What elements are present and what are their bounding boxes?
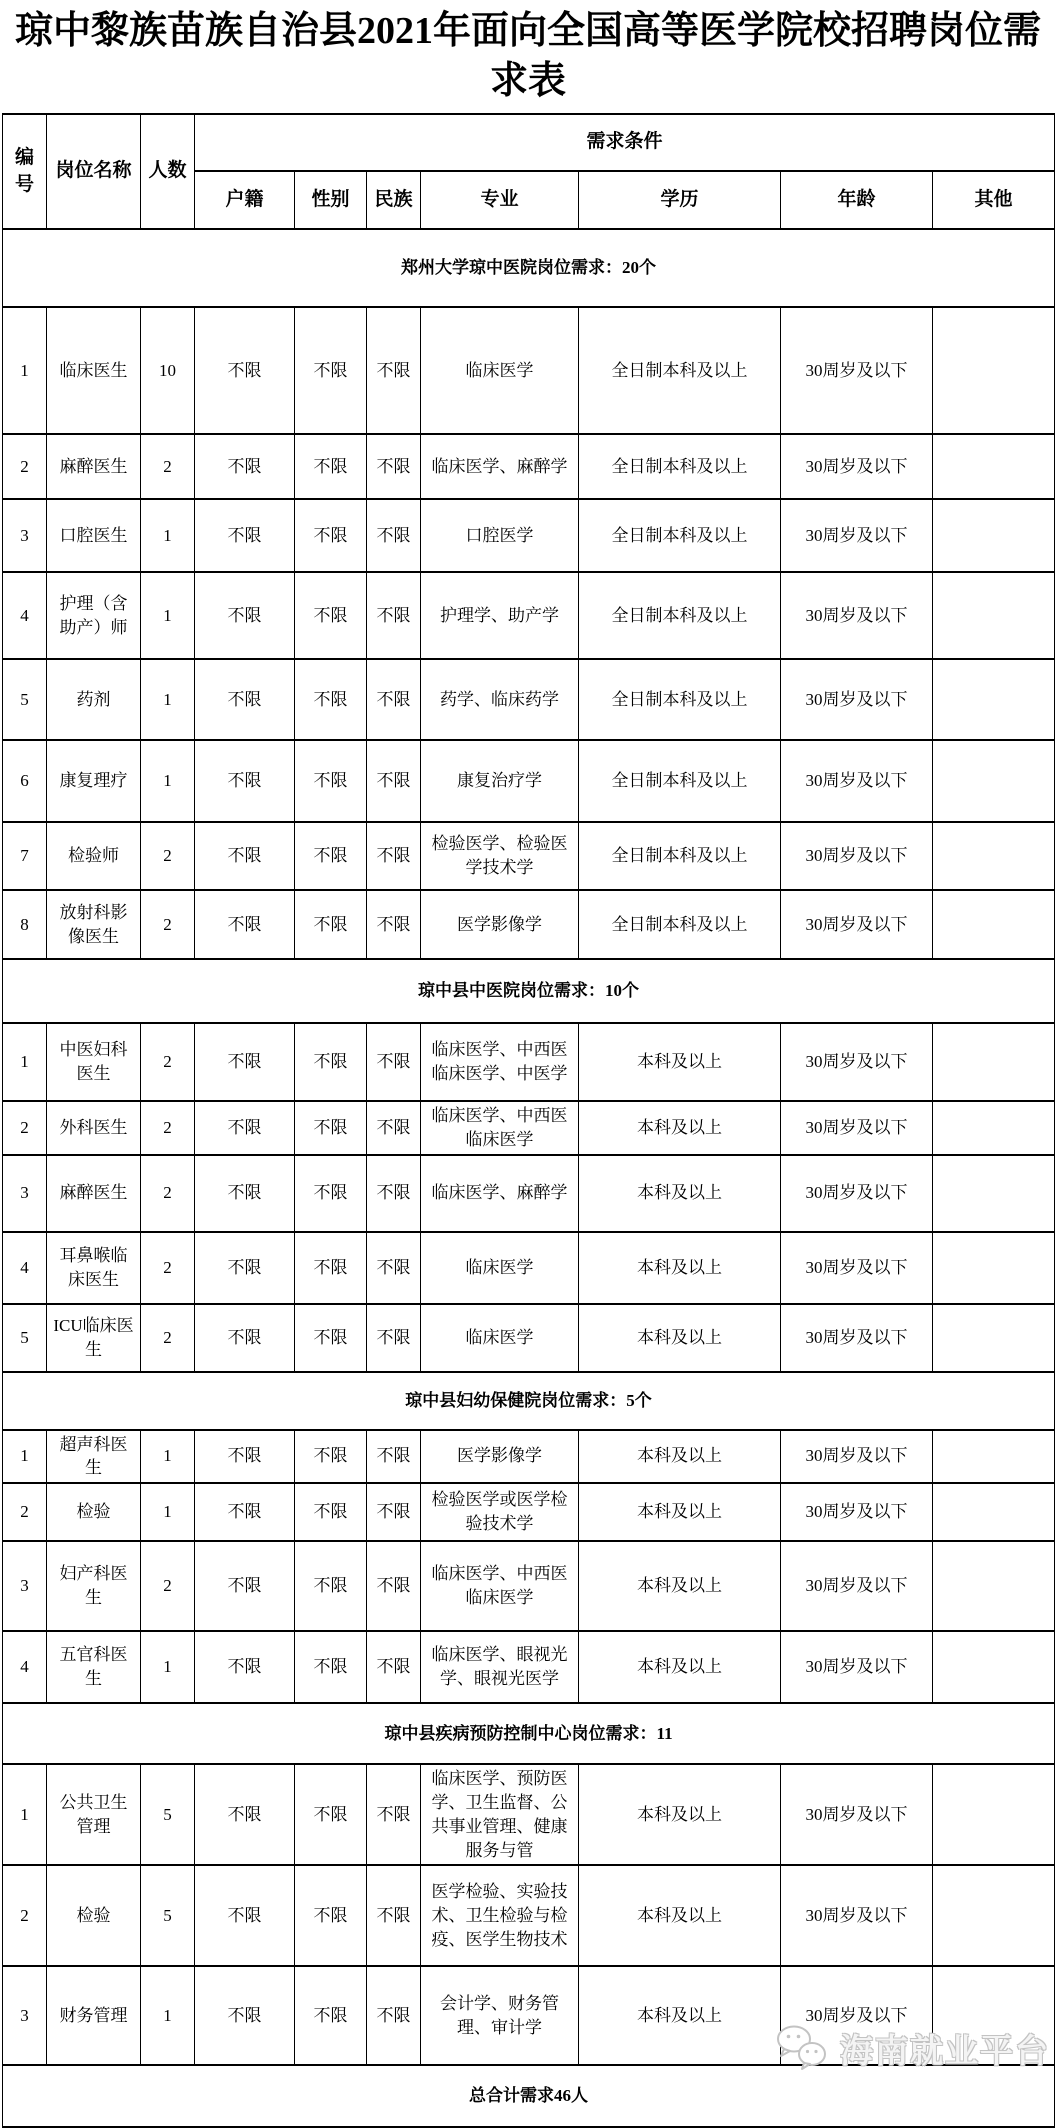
cell-count: 1 [141,1430,195,1484]
cell-position: 检验师 [47,822,141,890]
cell-education: 本科及以上 [579,1865,781,1966]
cell-ethnicity: 不限 [367,1101,421,1155]
cell-ethnicity: 不限 [367,659,421,740]
cell-other [933,1304,1055,1372]
cell-count: 5 [141,1764,195,1865]
cell-gender: 不限 [295,1023,367,1101]
table-row [3,434,1055,499]
cell-other [933,1764,1055,1865]
cell-hukou: 不限 [195,1631,295,1703]
cell-position: 公共卫生管理 [47,1764,141,1865]
cell-count: 1 [141,499,195,572]
col-header-no: 编号 [3,114,47,229]
cell-position: 药剂 [47,659,141,740]
cell-hukou: 不限 [195,1155,295,1232]
cell-position: 耳鼻喉临床医生 [47,1232,141,1304]
cell-gender: 不限 [295,1101,367,1155]
cell-ethnicity: 不限 [367,822,421,890]
cell-count: 2 [141,1155,195,1232]
table-row [3,307,1055,434]
cell-position: 五官科医生 [47,1631,141,1703]
cell-age: 30周岁及以下 [781,1483,933,1541]
section-band-row [3,959,1055,1023]
cell-gender: 不限 [295,1631,367,1703]
cell-ethnicity: 不限 [367,434,421,499]
cell-ethnicity: 不限 [367,1430,421,1484]
col-header-count: 人数 [141,114,195,229]
cell-age: 30周岁及以下 [781,307,933,434]
cell-age: 30周岁及以下 [781,1304,933,1372]
cell-education: 本科及以上 [579,1232,781,1304]
cell-other [933,434,1055,499]
table-row [3,1304,1055,1372]
cell-hukou: 不限 [195,434,295,499]
cell-other [933,659,1055,740]
cell-other [933,1023,1055,1101]
cell-no: 3 [3,1155,47,1232]
cell-major: 检验医学或医学检验技术学 [421,1483,579,1541]
cell-count: 2 [141,434,195,499]
cell-education: 本科及以上 [579,1483,781,1541]
cell-education: 本科及以上 [579,1304,781,1372]
cell-no: 4 [3,1631,47,1703]
cell-education: 全日制本科及以上 [579,890,781,959]
cell-major: 药学、临床药学 [421,659,579,740]
cell-gender: 不限 [295,1966,367,2065]
cell-gender: 不限 [295,499,367,572]
cell-major: 临床医学、中西医临床医学 [421,1101,579,1155]
cell-position: 临床医生 [47,307,141,434]
cell-major: 临床医学、眼视光学、眼视光医学 [421,1631,579,1703]
cell-other [933,1966,1055,2065]
cell-gender: 不限 [295,1865,367,1966]
col-header-age: 年龄 [781,171,933,229]
cell-ethnicity: 不限 [367,572,421,659]
cell-ethnicity: 不限 [367,307,421,434]
cell-position: 护理（含助产）师 [47,572,141,659]
cell-age: 30周岁及以下 [781,1101,933,1155]
cell-other [933,1541,1055,1631]
cell-education: 全日制本科及以上 [579,822,781,890]
cell-other [933,1155,1055,1232]
cell-other [933,1101,1055,1155]
cell-age: 30周岁及以下 [781,1232,933,1304]
cell-ethnicity: 不限 [367,1966,421,2065]
cell-no: 7 [3,822,47,890]
cell-major: 医学影像学 [421,890,579,959]
total-label: 总合计需求46人 [3,2065,1055,2127]
table-row [3,1764,1055,1865]
cell-no: 1 [3,307,47,434]
cell-gender: 不限 [295,1155,367,1232]
cell-major: 护理学、助产学 [421,572,579,659]
cell-age: 30周岁及以下 [781,1966,933,2065]
watermark-label: 海南就业平台 [840,2033,1050,2070]
cell-hukou: 不限 [195,1966,295,2065]
cell-major: 医学影像学 [421,1430,579,1484]
cell-hukou: 不限 [195,499,295,572]
table-row [3,499,1055,572]
cell-age: 30周岁及以下 [781,1865,933,1966]
cell-age: 30周岁及以下 [781,659,933,740]
cell-education: 本科及以上 [579,1966,781,2065]
table-row [3,1631,1055,1703]
cell-hukou: 不限 [195,740,295,822]
section-band-row [3,1703,1055,1764]
header-row-top [3,114,1055,171]
col-header-other: 其他 [933,171,1055,229]
cell-no: 8 [3,890,47,959]
col-header-major: 专业 [421,171,579,229]
cell-count: 2 [141,1023,195,1101]
cell-gender: 不限 [295,434,367,499]
cell-age: 30周岁及以下 [781,890,933,959]
cell-hukou: 不限 [195,1483,295,1541]
cell-gender: 不限 [295,572,367,659]
cell-ethnicity: 不限 [367,1865,421,1966]
cell-ethnicity: 不限 [367,740,421,822]
cell-hukou: 不限 [195,1865,295,1966]
cell-major: 临床医学、中西医临床医学、中医学 [421,1023,579,1101]
cell-count: 10 [141,307,195,434]
cell-education: 本科及以上 [579,1023,781,1101]
cell-education: 本科及以上 [579,1101,781,1155]
cell-other [933,572,1055,659]
cell-major: 临床医学 [421,1304,579,1372]
cell-education: 全日制本科及以上 [579,307,781,434]
table-row [3,1430,1055,1484]
cell-no: 1 [3,1430,47,1484]
cell-age: 30周岁及以下 [781,822,933,890]
cell-ethnicity: 不限 [367,1541,421,1631]
cell-gender: 不限 [295,1764,367,1865]
cell-hukou: 不限 [195,1101,295,1155]
cell-hukou: 不限 [195,1430,295,1484]
cell-count: 2 [141,1541,195,1631]
cell-other [933,1232,1055,1304]
cell-no: 2 [3,434,47,499]
cell-age: 30周岁及以下 [781,740,933,822]
cell-ethnicity: 不限 [367,1304,421,1372]
cell-education: 全日制本科及以上 [579,740,781,822]
table-row [3,1865,1055,1966]
cell-gender: 不限 [295,307,367,434]
cell-age: 30周岁及以下 [781,434,933,499]
cell-count: 2 [141,1101,195,1155]
cell-position: 麻醉医生 [47,434,141,499]
cell-hukou: 不限 [195,659,295,740]
cell-age: 30周岁及以下 [781,1430,933,1484]
page-title: 琼中黎族苗族自治县2021年面向全国高等医学院校招聘岗位需求表 [14,10,1041,102]
col-header-requirements: 需求条件 [195,114,1055,171]
cell-hukou: 不限 [195,572,295,659]
cell-position: 检验 [47,1483,141,1541]
cell-education: 全日制本科及以上 [579,434,781,499]
cell-gender: 不限 [295,890,367,959]
cell-ethnicity: 不限 [367,1023,421,1101]
cell-hukou: 不限 [195,1541,295,1631]
cell-education: 本科及以上 [579,1541,781,1631]
table-row [3,1023,1055,1101]
cell-gender: 不限 [295,1304,367,1372]
table-row [3,1541,1055,1631]
cell-position: 中医妇科医生 [47,1023,141,1101]
table-row [3,1155,1055,1232]
cell-ethnicity: 不限 [367,1631,421,1703]
cell-hukou: 不限 [195,890,295,959]
cell-major: 检验医学、检验医学技术学 [421,822,579,890]
section-heading: 郑州大学琼中医院岗位需求：20个 [3,229,1055,307]
cell-no: 3 [3,1966,47,2065]
cell-hukou: 不限 [195,1232,295,1304]
section-heading: 琼中县中医院岗位需求：10个 [3,959,1055,1023]
cell-count: 2 [141,890,195,959]
cell-gender: 不限 [295,659,367,740]
cell-count: 2 [141,1304,195,1372]
cell-ethnicity: 不限 [367,499,421,572]
section-band-row [3,1372,1055,1430]
cell-age: 30周岁及以下 [781,572,933,659]
section-heading: 琼中县疾病预防控制中心岗位需求：11 [3,1703,1055,1764]
cell-major: 临床医学、预防医学、卫生监督、公共事业管理、健康服务与管 [421,1764,579,1865]
cell-gender: 不限 [295,1483,367,1541]
cell-age: 30周岁及以下 [781,1023,933,1101]
cell-gender: 不限 [295,740,367,822]
cell-no: 3 [3,499,47,572]
cell-no: 1 [3,1023,47,1101]
table-row [3,572,1055,659]
cell-major: 临床医学 [421,307,579,434]
cell-ethnicity: 不限 [367,1483,421,1541]
cell-other [933,1430,1055,1484]
cell-position: 麻醉医生 [47,1155,141,1232]
cell-count: 1 [141,572,195,659]
cell-no: 5 [3,1304,47,1372]
cell-other [933,499,1055,572]
cell-age: 30周岁及以下 [781,1631,933,1703]
cell-ethnicity: 不限 [367,1764,421,1865]
col-header-position: 岗位名称 [47,114,141,229]
cell-no: 4 [3,1232,47,1304]
cell-count: 2 [141,822,195,890]
cell-no: 4 [3,572,47,659]
cell-position: 口腔医生 [47,499,141,572]
col-header-education: 学历 [579,171,781,229]
cell-other [933,1631,1055,1703]
cell-major: 口腔医学 [421,499,579,572]
cell-gender: 不限 [295,1541,367,1631]
cell-major: 医学检验、实验技术、卫生检验与检疫、医学生物技术 [421,1865,579,1966]
section-heading: 琼中县妇幼保健院岗位需求：5个 [3,1372,1055,1430]
cell-age: 30周岁及以下 [781,499,933,572]
cell-hukou: 不限 [195,1023,295,1101]
cell-count: 1 [141,1483,195,1541]
cell-major: 会计学、财务管理、审计学 [421,1966,579,2065]
cell-gender: 不限 [295,822,367,890]
section-band-row [3,229,1055,307]
cell-education: 本科及以上 [579,1155,781,1232]
cell-other [933,307,1055,434]
cell-age: 30周岁及以下 [781,1155,933,1232]
cell-ethnicity: 不限 [367,890,421,959]
col-header-ethnicity: 民族 [367,171,421,229]
col-header-hukou: 户籍 [195,171,295,229]
table-row [3,1483,1055,1541]
cell-age: 30周岁及以下 [781,1541,933,1631]
cell-education: 本科及以上 [579,1631,781,1703]
cell-no: 1 [3,1764,47,1865]
table-row [3,740,1055,822]
cell-position: 外科医生 [47,1101,141,1155]
recruitment-table [2,113,1055,2128]
cell-other [933,890,1055,959]
cell-other [933,1865,1055,1966]
cell-count: 1 [141,659,195,740]
cell-count: 1 [141,1966,195,2065]
cell-ethnicity: 不限 [367,1232,421,1304]
cell-education: 全日制本科及以上 [579,572,781,659]
cell-other [933,740,1055,822]
cell-position: 康复理疗 [47,740,141,822]
cell-position: 超声科医生 [47,1430,141,1484]
cell-education: 全日制本科及以上 [579,659,781,740]
cell-position: ICU临床医生 [47,1304,141,1372]
cell-other [933,1483,1055,1541]
cell-hukou: 不限 [195,1764,295,1865]
cell-gender: 不限 [295,1430,367,1484]
cell-count: 1 [141,1631,195,1703]
table-row [3,659,1055,740]
cell-hukou: 不限 [195,1304,295,1372]
cell-position: 检验 [47,1865,141,1966]
cell-major: 康复治疗学 [421,740,579,822]
table-row [3,890,1055,959]
cell-no: 2 [3,1101,47,1155]
cell-major: 临床医学、麻醉学 [421,1155,579,1232]
cell-count: 5 [141,1865,195,1966]
cell-education: 全日制本科及以上 [579,499,781,572]
col-header-gender: 性别 [295,171,367,229]
cell-hukou: 不限 [195,307,295,434]
cell-position: 妇产科医生 [47,1541,141,1631]
cell-count: 1 [141,740,195,822]
cell-education: 本科及以上 [579,1764,781,1865]
table-row [3,1232,1055,1304]
cell-other [933,822,1055,890]
table-row [3,822,1055,890]
cell-major: 临床医学 [421,1232,579,1304]
table-row [3,1966,1055,2065]
table-row [3,1101,1055,1155]
cell-count: 2 [141,1232,195,1304]
cell-hukou: 不限 [195,822,295,890]
cell-education: 本科及以上 [579,1430,781,1484]
cell-no: 5 [3,659,47,740]
cell-no: 2 [3,1483,47,1541]
cell-no: 2 [3,1865,47,1966]
cell-position: 放射科影像医生 [47,890,141,959]
cell-gender: 不限 [295,1232,367,1304]
cell-age: 30周岁及以下 [781,1764,933,1865]
cell-major: 临床医学、麻醉学 [421,434,579,499]
cell-no: 3 [3,1541,47,1631]
cell-no: 6 [3,740,47,822]
total-row [3,2065,1055,2127]
cell-major: 临床医学、中西医临床医学 [421,1541,579,1631]
cell-ethnicity: 不限 [367,1155,421,1232]
cell-position: 财务管理 [47,1966,141,2065]
